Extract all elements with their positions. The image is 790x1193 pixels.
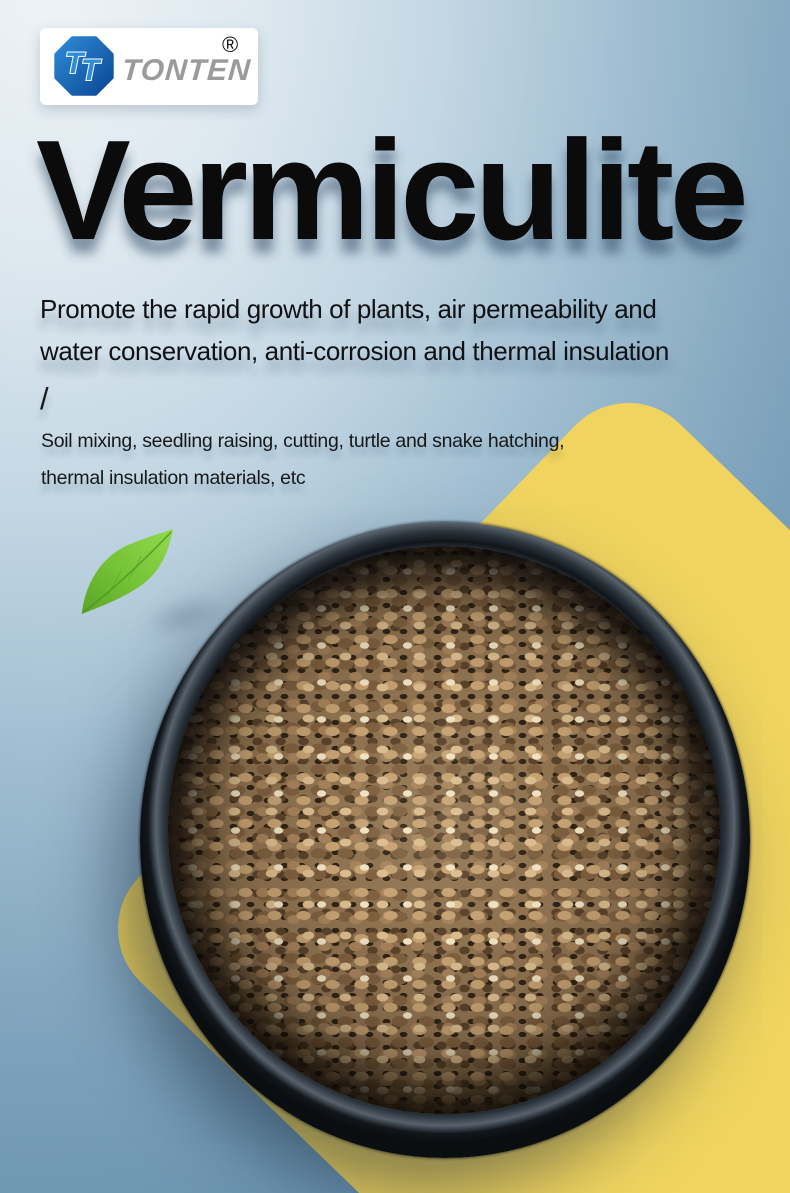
- slash-separator: /: [40, 381, 49, 416]
- brand-monogram: T T: [65, 47, 100, 87]
- brand-logo: [40, 28, 258, 105]
- leaf-icon: [76, 524, 188, 622]
- brand-logo-octagon-icon: [53, 35, 115, 97]
- product-uses: [41, 423, 564, 497]
- product-title: Vermiculite: [36, 111, 745, 270]
- description-line-1: Promote the rapid growth of plants, air permeability and: [40, 294, 657, 324]
- product-description: [40, 288, 669, 372]
- description-line-2: water conservation, anti-corrosion and thermal insulation: [40, 336, 669, 366]
- uses-line-1: Soil mixing, seedling raising, cutting, turtle and snake hatching,: [41, 430, 565, 452]
- pot-vignette: [168, 546, 720, 1114]
- registered-trademark-symbol: ®: [222, 32, 239, 57]
- product-photo-pot: [140, 522, 750, 1158]
- uses-line-2: thermal insulation materials, etc: [41, 467, 306, 489]
- brand-name: TONTEN: [120, 54, 252, 87]
